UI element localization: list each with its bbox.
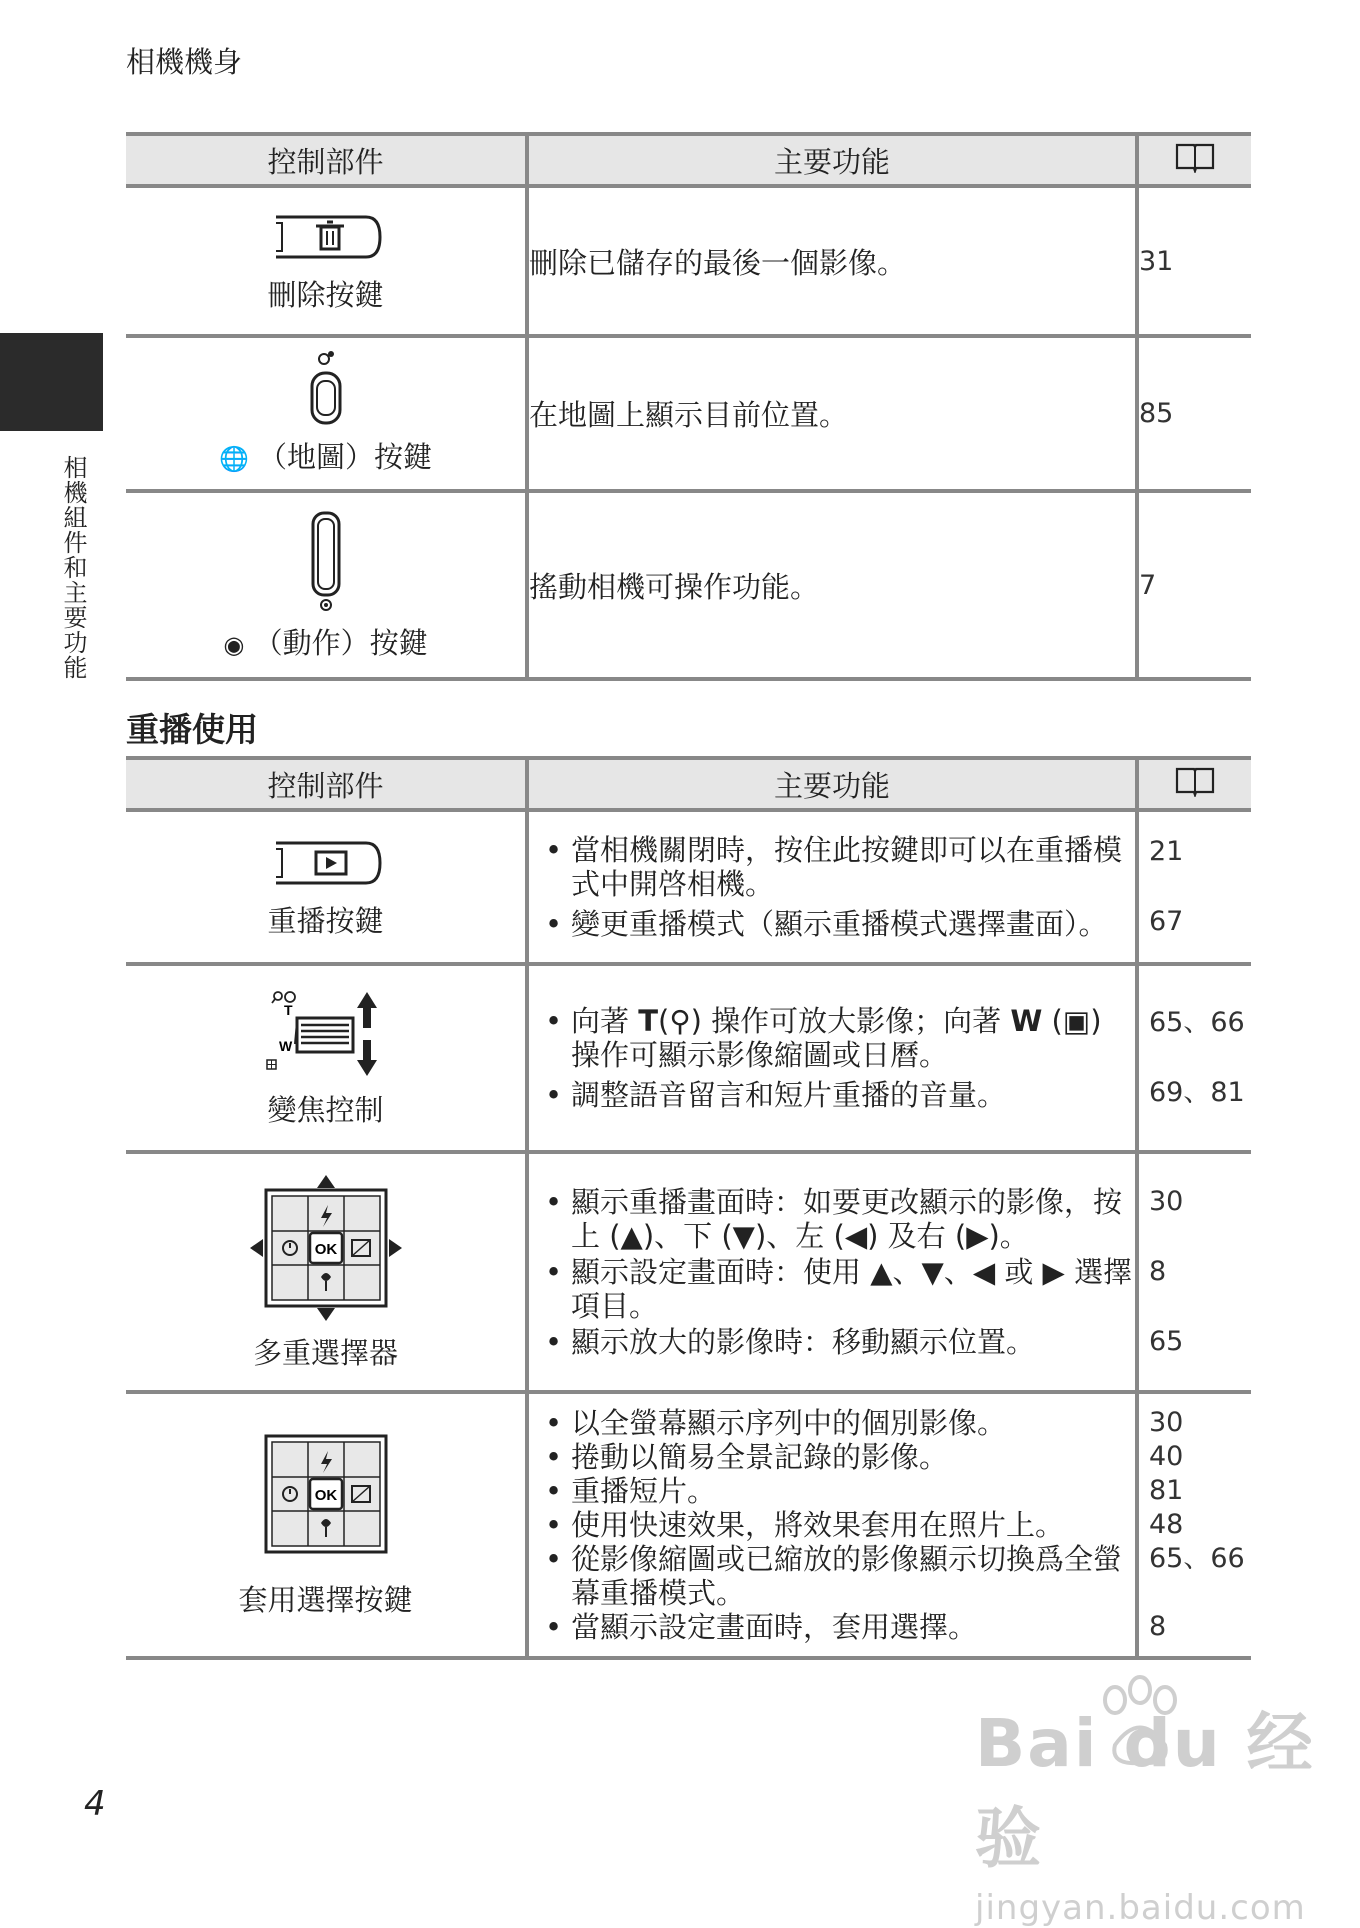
control-label: 刪除按鍵 <box>267 277 384 312</box>
page-reference: 69、81 <box>1149 1077 1245 1108</box>
table-row <box>126 336 1251 491</box>
control-label: 重播按鍵 <box>267 903 384 938</box>
table-row <box>126 186 1251 336</box>
page-number: 4 <box>84 1784 106 1824</box>
page-reference: 7 <box>1137 491 1251 679</box>
action-button-icon <box>306 509 346 613</box>
list-item: • 當相機關閉時，按住此按鍵即可以在重播模式中開啓相機。 <box>541 833 1135 901</box>
thumbnail-icon: (▣) <box>1051 1004 1102 1038</box>
svg-text:T: T <box>283 1001 293 1018</box>
function-text: 刪除已儲存的最後一個影像。 <box>527 186 1137 336</box>
camera-body-table <box>126 132 1251 681</box>
multi-selector-icon <box>246 1173 406 1323</box>
page-reference: 85 <box>1137 336 1251 491</box>
zoom-w-key: W <box>1010 1004 1043 1038</box>
list-item: • 顯示放大的影像時：移動顯示位置。 <box>541 1325 1135 1359</box>
page-reference: 21 <box>1149 836 1184 867</box>
page-reference: 8 <box>1149 1256 1167 1287</box>
control-label: （動作）按鍵 <box>253 625 428 660</box>
playback-heading: 重播使用 <box>126 710 258 749</box>
page-reference: 31 <box>1137 186 1251 336</box>
map-button-icon <box>306 351 346 427</box>
page-reference: 65、66 <box>1149 1543 1245 1574</box>
header-control: 控制部件 <box>126 758 527 810</box>
list-item: • 向著 T(⚲) 操作可放大影像；向著 W (▣) 操作可顯示影像縮圖或日曆。 <box>541 1004 1135 1072</box>
header-reference <box>1137 134 1251 186</box>
svg-text:W: W <box>278 1037 292 1054</box>
book-icon <box>1174 765 1216 797</box>
page-reference: 81 <box>1149 1475 1184 1506</box>
table-row <box>126 1152 1251 1392</box>
chapter-tab <box>0 333 103 431</box>
list-item: • 顯示設定畫面時：使用 ▲、▼、◀ 或 ▶ 選擇項目。 <box>541 1255 1135 1323</box>
watermark-brand: Bai du 经验 <box>975 1705 1315 1877</box>
header-reference <box>1137 758 1251 810</box>
list-item: • 以全螢幕顯示序列中的個別影像。 <box>541 1406 1135 1440</box>
delete-button-icon <box>266 209 386 265</box>
function-text: 搖動相機可操作功能。 <box>527 491 1137 679</box>
list-item: • 變更重播模式（顯示重播模式選擇畫面）。 <box>541 907 1135 941</box>
playback-table <box>126 756 1251 1660</box>
header-function: 主要功能 <box>527 134 1137 186</box>
header-function: 主要功能 <box>527 758 1137 810</box>
list-item: • 重播短片。 <box>541 1474 1135 1508</box>
list-item: • 捲動以簡易全景記錄的影像。 <box>541 1440 1135 1474</box>
header-control: 控制部件 <box>126 134 527 186</box>
list-item: • 使用快速效果，將效果套用在照片上。 <box>541 1508 1135 1542</box>
svg-text:OK: OK <box>314 1240 337 1258</box>
playback-button-icon <box>266 835 386 891</box>
action-icon: ◉ <box>223 630 245 659</box>
page-reference: 30 <box>1149 1186 1184 1217</box>
page-reference: 30 <box>1149 1407 1184 1438</box>
control-label: （地圖）按鍵 <box>258 440 433 474</box>
map-icon: 🌐 <box>218 445 249 473</box>
book-icon <box>1174 141 1216 173</box>
control-label: 套用選擇按鍵 <box>238 1582 413 1617</box>
list-item: • 調整語音留言和短片重播的音量。 <box>541 1078 1135 1112</box>
apply-selection-button-icon <box>261 1432 391 1556</box>
table-row <box>126 964 1251 1152</box>
page-reference: 65 <box>1149 1326 1184 1357</box>
zoom-control-icon <box>261 988 391 1080</box>
list-item: • 從影像縮圖或已縮放的影像顯示切換爲全螢幕重播模式。 <box>541 1542 1135 1610</box>
list-item: • 顯示重播畫面時：如要更改顯示的影像，按上 (▲)、下 (▼)、左 (◀) 及右 (▶)。 <box>541 1185 1135 1253</box>
function-text: 在地圖上顯示目前位置。 <box>527 336 1137 491</box>
table-row <box>126 810 1251 964</box>
list-item: • 當顯示設定畫面時，套用選擇。 <box>541 1610 1135 1644</box>
table-row <box>126 491 1251 679</box>
page-reference: 8 <box>1149 1611 1167 1642</box>
page-reference: 48 <box>1149 1509 1184 1540</box>
page-reference: 65、66 <box>1149 1007 1245 1038</box>
page-reference: 67 <box>1149 906 1184 937</box>
control-label: 多重選擇器 <box>252 1335 398 1370</box>
watermark <box>975 1690 1360 1928</box>
svg-text:OK: OK <box>314 1486 337 1504</box>
control-label: 變焦控制 <box>267 1092 384 1127</box>
zoom-t-key: T <box>638 1004 659 1038</box>
page-reference: 40 <box>1149 1441 1184 1472</box>
chapter-tab-label: 相機組件和主要功能 <box>59 455 87 680</box>
section-title: 相機機身 <box>126 45 243 79</box>
watermark-url: jingyan.baidu.com <box>975 1888 1306 1928</box>
table-row <box>126 1392 1251 1658</box>
magnify-icon: (⚲) <box>658 1004 702 1038</box>
